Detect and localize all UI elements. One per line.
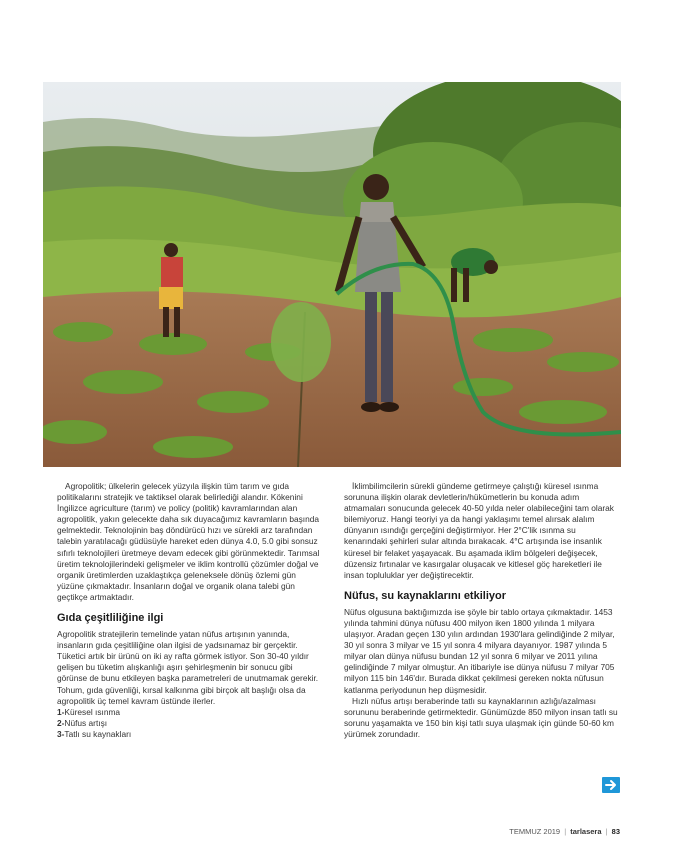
right-column — [344, 481, 620, 740]
footer-separator: | — [605, 827, 608, 836]
section-heading-food-diversity: Gıda çeşitliliğine ilgi — [57, 612, 164, 625]
left-column — [57, 481, 322, 740]
concept-list — [57, 707, 322, 740]
farmers-field-photo — [43, 82, 621, 467]
magazine-name: tarlasera — [570, 827, 602, 836]
list-item: 3-Tatlı su kaynakları — [57, 728, 132, 739]
intro-paragraph: Agropolitik; ülkelerin gelecek yüzyıla ilişkin tüm tarım ve gıda politikalarını stratejik ve taktiksel olarak belirlediği alandır. Kökenini İngilizce agriculture (tarım) ve policy (politik) kavramlarından alan agropolitik, yakın gelecekte daha sık duyacağımız kavramların başında gelmektedir. Teknolojinin baş döndürücü hızı ve sürekli arz tarafından talebin yaratılacağı güdüsüyle hareket eden dünya 4.0, 5.0 gibi sonsuz sıfırlı teknolojileri üretmeye devam edecek gibi görünmektedir. Tarımsal üretim teknolojilerindeki gelişmeler ve iklim kontrollü çözümler doğal ve organik üretimlerden uzaklaştıkça geleneksele dönüş özlemi gün yüzüne çıkmaktadır. İnsanların doğal ve organik olana talebi gün geçtikçe artmaktadır. — [57, 481, 320, 602]
page-number: 83 — [611, 827, 620, 836]
page-footer — [480, 827, 620, 836]
food-diversity-paragraph: Agropolitik stratejilerin temelinde yatan nüfus artışının yanında, insanların gıda çeşitliliğine olan ilgisi de yadsınamaz bir gerçektir. Tüketici artık bir ürünü on iki ay rafta görmek istiyor. Son 30-40 yıldır gelişen bu tüketim alışkanlığı aşırı şehirleşmenin bir sonucu gibi görünse de bunu etkileyen başka parametreleri de unutmamak gerekir. Tohum, gıda güvenliği, kırsal kalkınma gibi birçok alt başlığı olsa da agropolitik üç temel kavram üstünde ilerler. — [57, 629, 319, 706]
continue-arrow-icon[interactable] — [602, 777, 620, 793]
population-paragraph: Nüfus olgusuna baktığımızda ise şöyle bir tablo ortaya çıkmaktadır. 1453 yılında tahmini dünya nüfusu 400 milyon iken 1800 yılında 1 milyara ulaşıyor. Aradan geçen 130 yılın ardından 1930'lara gelindiğinde 2 milyar, 30 yıl sonra 3 milyar ve 15 yıl sonra 4 milyara dayanıyor. 1987 yılında 5 milyar olan dünya nüfusu bundan 12 yıl sonra 6 milyar ve 2011 yılına gelindiğinde 7 milyar olmuştur. An itibariyle ise dünya nüfusu 7 milyar 705 milyon 115 bin 146'dır. Burada dikkat çekilmesi gereken nokta nüfusun katlanma periyodunun hep düşmesidir. — [344, 606, 615, 695]
climate-paragraph: İklimbilimcilerin sürekli gündeme getirmeye çalıştığı küresel ısınma sorununa ilişkin olarak devletlerin/hükümetlerin bu konuda adım atmamaları sonucunda gelecek 40-50 yılda neler olabileceğini tam olarak bilemiyoruz. Hangi teoriyi ya da hangi yaklaşımı temel alırsak alalım dünyanın ısındığı gerçeğini değiştirmiyor. Her 2°C'lik ısınma su kenarındaki şehirleri sular altında bırakacak. 4°C artışında ise insanlık küresel bir felaket yaşayacak. Bu aşamada iklim bölgeleri değişecek, düzensiz fırtınalar ve kasırgalar oluşacak ve kitlesel göç hareketleri ile insan topluluklar yer değiştirecektir. — [344, 481, 614, 580]
footer-separator: | — [564, 827, 567, 836]
section-heading-population: Nüfus, su kaynaklarını etkiliyor — [344, 589, 507, 602]
water-paragraph: Hızlı nüfus artışı beraberinde tatlı su kaynaklarının azlığı/azalması sorununu beraberinde getirmektedir. Günümüzde 850 milyon insan tatlı su sorunu yaşamakta ve 150 bin kişi tatlı suya ulaşmak için günde 50-60 km yürümek zorundadır. — [344, 695, 618, 739]
issue-date: TEMMUZ 2019 — [509, 827, 561, 836]
list-item: 2-Nüfus artışı — [57, 717, 108, 728]
list-item: 1-Küresel ısınma — [57, 706, 121, 717]
